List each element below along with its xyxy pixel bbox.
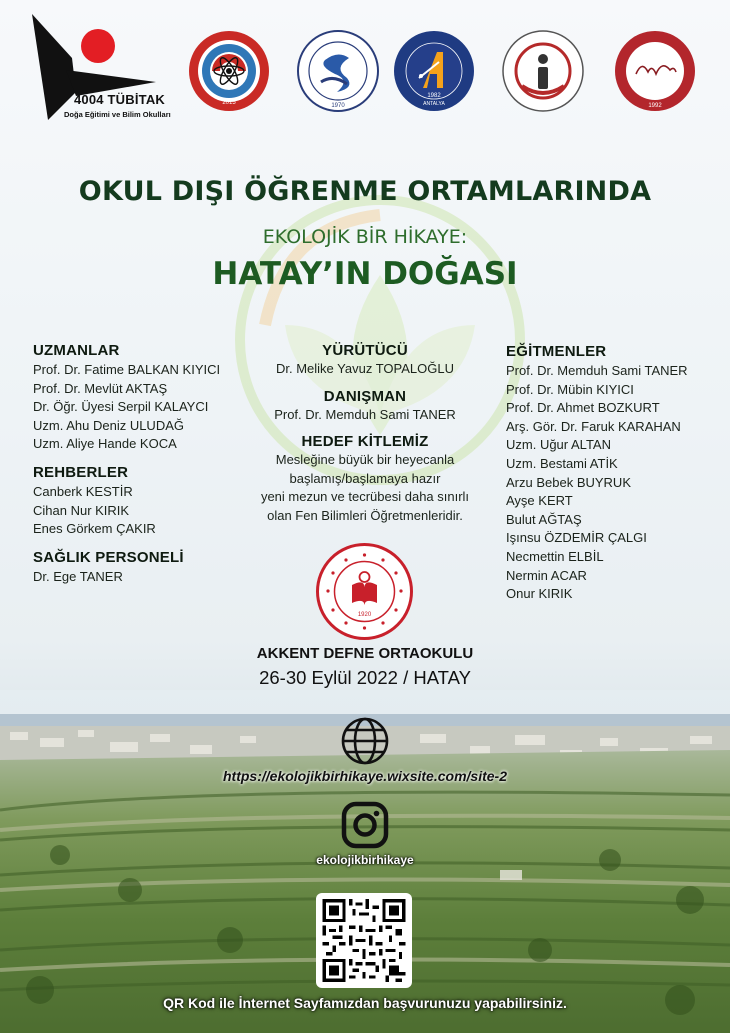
akdeniz-universitesi-logo xyxy=(393,30,475,112)
title-okul-disi: OKUL DIŞI ÖĞRENME ORTAMLARINDA xyxy=(78,176,652,207)
event-dates: 26-30 Eylül 2022 / HATAY xyxy=(259,667,471,688)
globe-icon xyxy=(340,716,390,766)
website-link[interactable]: https://ekolojikbirhikaye.wixsite.com/site-2 xyxy=(223,768,507,784)
saglik-heading: SAĞLIK PERSONELİ xyxy=(33,548,184,566)
middle-column xyxy=(232,342,498,535)
egitmen-name: Arş. Gör. Dr. Faruk KARAHAN xyxy=(506,418,681,434)
left-column xyxy=(33,342,220,596)
egitmen-name: Prof. Dr. Ahmet BOZKURT xyxy=(506,400,660,416)
danisman-heading: DANIŞMAN xyxy=(323,387,407,405)
bilsem-year: 2015 xyxy=(222,100,236,106)
uzman-name: Prof. Dr. Fatime BALKAN KIYICI xyxy=(33,362,221,377)
rehberler-section xyxy=(33,464,220,539)
rehber-name: Canberk KESTİR xyxy=(33,483,133,499)
egitmen-name: Işınsu ÖZDEMİR ÇALGI xyxy=(506,530,647,546)
egitmenler-heading: EĞİTMENLER xyxy=(506,343,607,360)
uzman-name: Dr. Öğr. Üyesi Serpil KALAYCI xyxy=(33,399,209,415)
egitmen-name: Bulut AĞTAŞ xyxy=(506,511,582,527)
rehber-name: Enes Görkem ÇAKIR xyxy=(33,521,156,537)
egitmen-name: Uzm. Uğur ALTAN xyxy=(506,437,611,453)
meb-year: 1920 xyxy=(357,612,372,618)
egitmen-name: Nermin ACAR xyxy=(506,567,587,583)
instagram-icon xyxy=(341,801,389,849)
sakarya-year: 1970 xyxy=(331,103,345,109)
qr-code[interactable] xyxy=(316,893,412,988)
right-column xyxy=(506,343,688,604)
instagram-handle[interactable]: ekolojikbirhikaye xyxy=(316,853,414,867)
tubitak-title: 4004 TÜBİTAK xyxy=(74,92,166,107)
akdeniz-city: ANTALYA xyxy=(423,101,445,107)
yurutucu-heading: YÜRÜTÜCÜ xyxy=(322,342,408,359)
egitmen-name: Prof. Dr. Mübin KIYICI xyxy=(506,381,634,397)
rehber-name: Cihan Nur KIRIK xyxy=(33,502,130,518)
mku-year: 1992 xyxy=(648,103,662,109)
rehberler-heading: REHBERLER xyxy=(33,463,129,481)
uzmanlar-heading: UZMANLAR xyxy=(33,342,120,359)
saglik-name: Dr. Ege TANER xyxy=(33,568,123,584)
hedef-line: olan Fen Bilimleri Öğretmenleridir. xyxy=(267,507,463,523)
sakarya-universitesi-logo xyxy=(297,30,379,112)
title-hatay-doga: HATAY’IN DOĞASI xyxy=(212,256,518,292)
egitmen-name: Ayşe KERT xyxy=(506,493,573,509)
egitmen-name: Necmettin ELBİL xyxy=(506,548,604,564)
uzman-name: Uzm. Aliye Hande KOCA xyxy=(33,436,177,452)
iskenderun-bilim-ve-sanat-merkezi-logo xyxy=(188,30,270,112)
hedef-section xyxy=(232,433,498,525)
yurutucu-section xyxy=(232,342,498,379)
hedef-line: Mesleğine büyük bir heyecanla xyxy=(275,452,455,468)
yurutucu-name: Dr. Melike Yavuz TOPALOĞLU xyxy=(276,361,454,376)
uzmanlar-section xyxy=(33,342,220,454)
iskenderun-teknik-universitesi-logo xyxy=(502,30,584,112)
qr-instruction-note: QR Kod ile İnternet Sayfamızdan başvurunuzu yapabilirsiniz. xyxy=(163,995,567,1011)
uzman-name: Prof. Dr. Mevlüt AKTAŞ xyxy=(33,380,168,396)
saglik-section xyxy=(33,549,220,587)
hedef-line: yeni mezun ve tecrübesi daha sınırlı xyxy=(260,489,470,505)
egitmen-name: Arzu Bebek BUYRUK xyxy=(506,474,631,490)
meb-emblem xyxy=(316,543,413,640)
school-name: AKKENT DEFNE ORTAOKULU xyxy=(256,645,474,662)
danisman-name: Prof. Dr. Memduh Sami TANER xyxy=(274,406,456,422)
title-ekolojik: EKOLOJİK BİR HİKAYE: xyxy=(262,226,468,248)
uzman-name: Uzm. Ahu Deniz ULUDAĞ xyxy=(33,417,184,433)
danisman-section xyxy=(232,388,498,425)
tubitak-subtitle: Doğa Eğitimi ve Bilim Okulları xyxy=(64,110,171,119)
hatay-mustafa-kemal-universitesi-logo xyxy=(614,30,696,112)
akdeniz-year: 1982 xyxy=(427,93,441,99)
egitmen-name: Uzm. Bestami ATİK xyxy=(506,455,618,471)
hedef-heading: HEDEF KİTLEMİZ xyxy=(301,433,429,451)
egitmen-name: Onur KIRIK xyxy=(506,586,573,602)
hedef-line: başlamış/başlamaya hazır xyxy=(289,470,441,486)
egitmen-name: Prof. Dr. Memduh Sami TANER xyxy=(506,363,688,378)
